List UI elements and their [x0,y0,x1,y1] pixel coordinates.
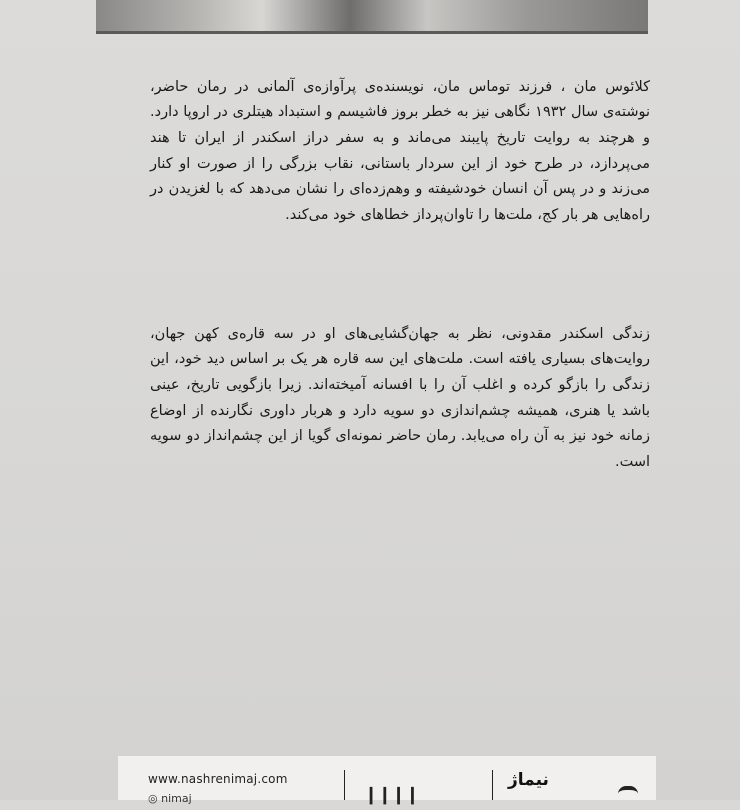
instagram-icon: ◎ [148,792,162,805]
instagram-handle-text: nimaj [161,792,192,805]
cover-photo [96,0,648,34]
footer-divider [492,770,493,800]
publisher-website[interactable]: www.nashrenimaj.com [148,772,288,786]
publisher-footer [118,756,656,810]
blurb-paragraph-1: کلائوس مان ، فرزند توماس مان، نویسنده‌ی پرآوازه‌ی آلمانی در رمان حاضر، نوشته‌ی سال ۱۹۳۲ نگاهی نیز به خطر بروز فاشیسم و استبداد هیتلری در اروپا دارد. و هرچند به روایت تاریخ پایبند می‌ماند و به سفر دراز اسکندر از ایران تا هند می‌پردازد، در طرح خود از این سردار باستانی، نقاب بزرگی را از صورت او کنار می‌زند و در پس آن انسان خودشیفته و وهم‌زده‌ای را نشان می‌دهد که با لغزیدن در راه‌هایی هر بار کج، ملت‌ها را تاوان‌پرداز خطاهای خود می‌کند. [150,78,650,224]
blurb-paragraph-2: زندگی اسکندر مقدونی، نظر به جهان‌گشایی‌های او در سه قاره‌ی کهن جهان، روایت‌های بسیاری یافته است. ملت‌های این سه قاره هر یک بر اساس دید خود، این زندگی را بازگو کرده و اغلب آن را با افسانه آمیخته‌اند. زیرا بازگویی تاریخ، عینی باشد یا هنری، همیشه چشم‌اندازی دو سویه دارد و هربار داوری نگارنده از اوضاع زمانه خود نیز به آن راه می‌یابد. رمان حاضر نمونه‌ای گویا از این چشم‌انداز دو سویه است. [150,325,650,471]
instagram-handle [148,792,192,805]
publisher-logo-icon [618,786,638,804]
publisher-logo: نیماژ [508,770,549,790]
footer-divider [344,770,345,800]
isbn-barcode-mark: ا ا ا ا [368,784,416,810]
